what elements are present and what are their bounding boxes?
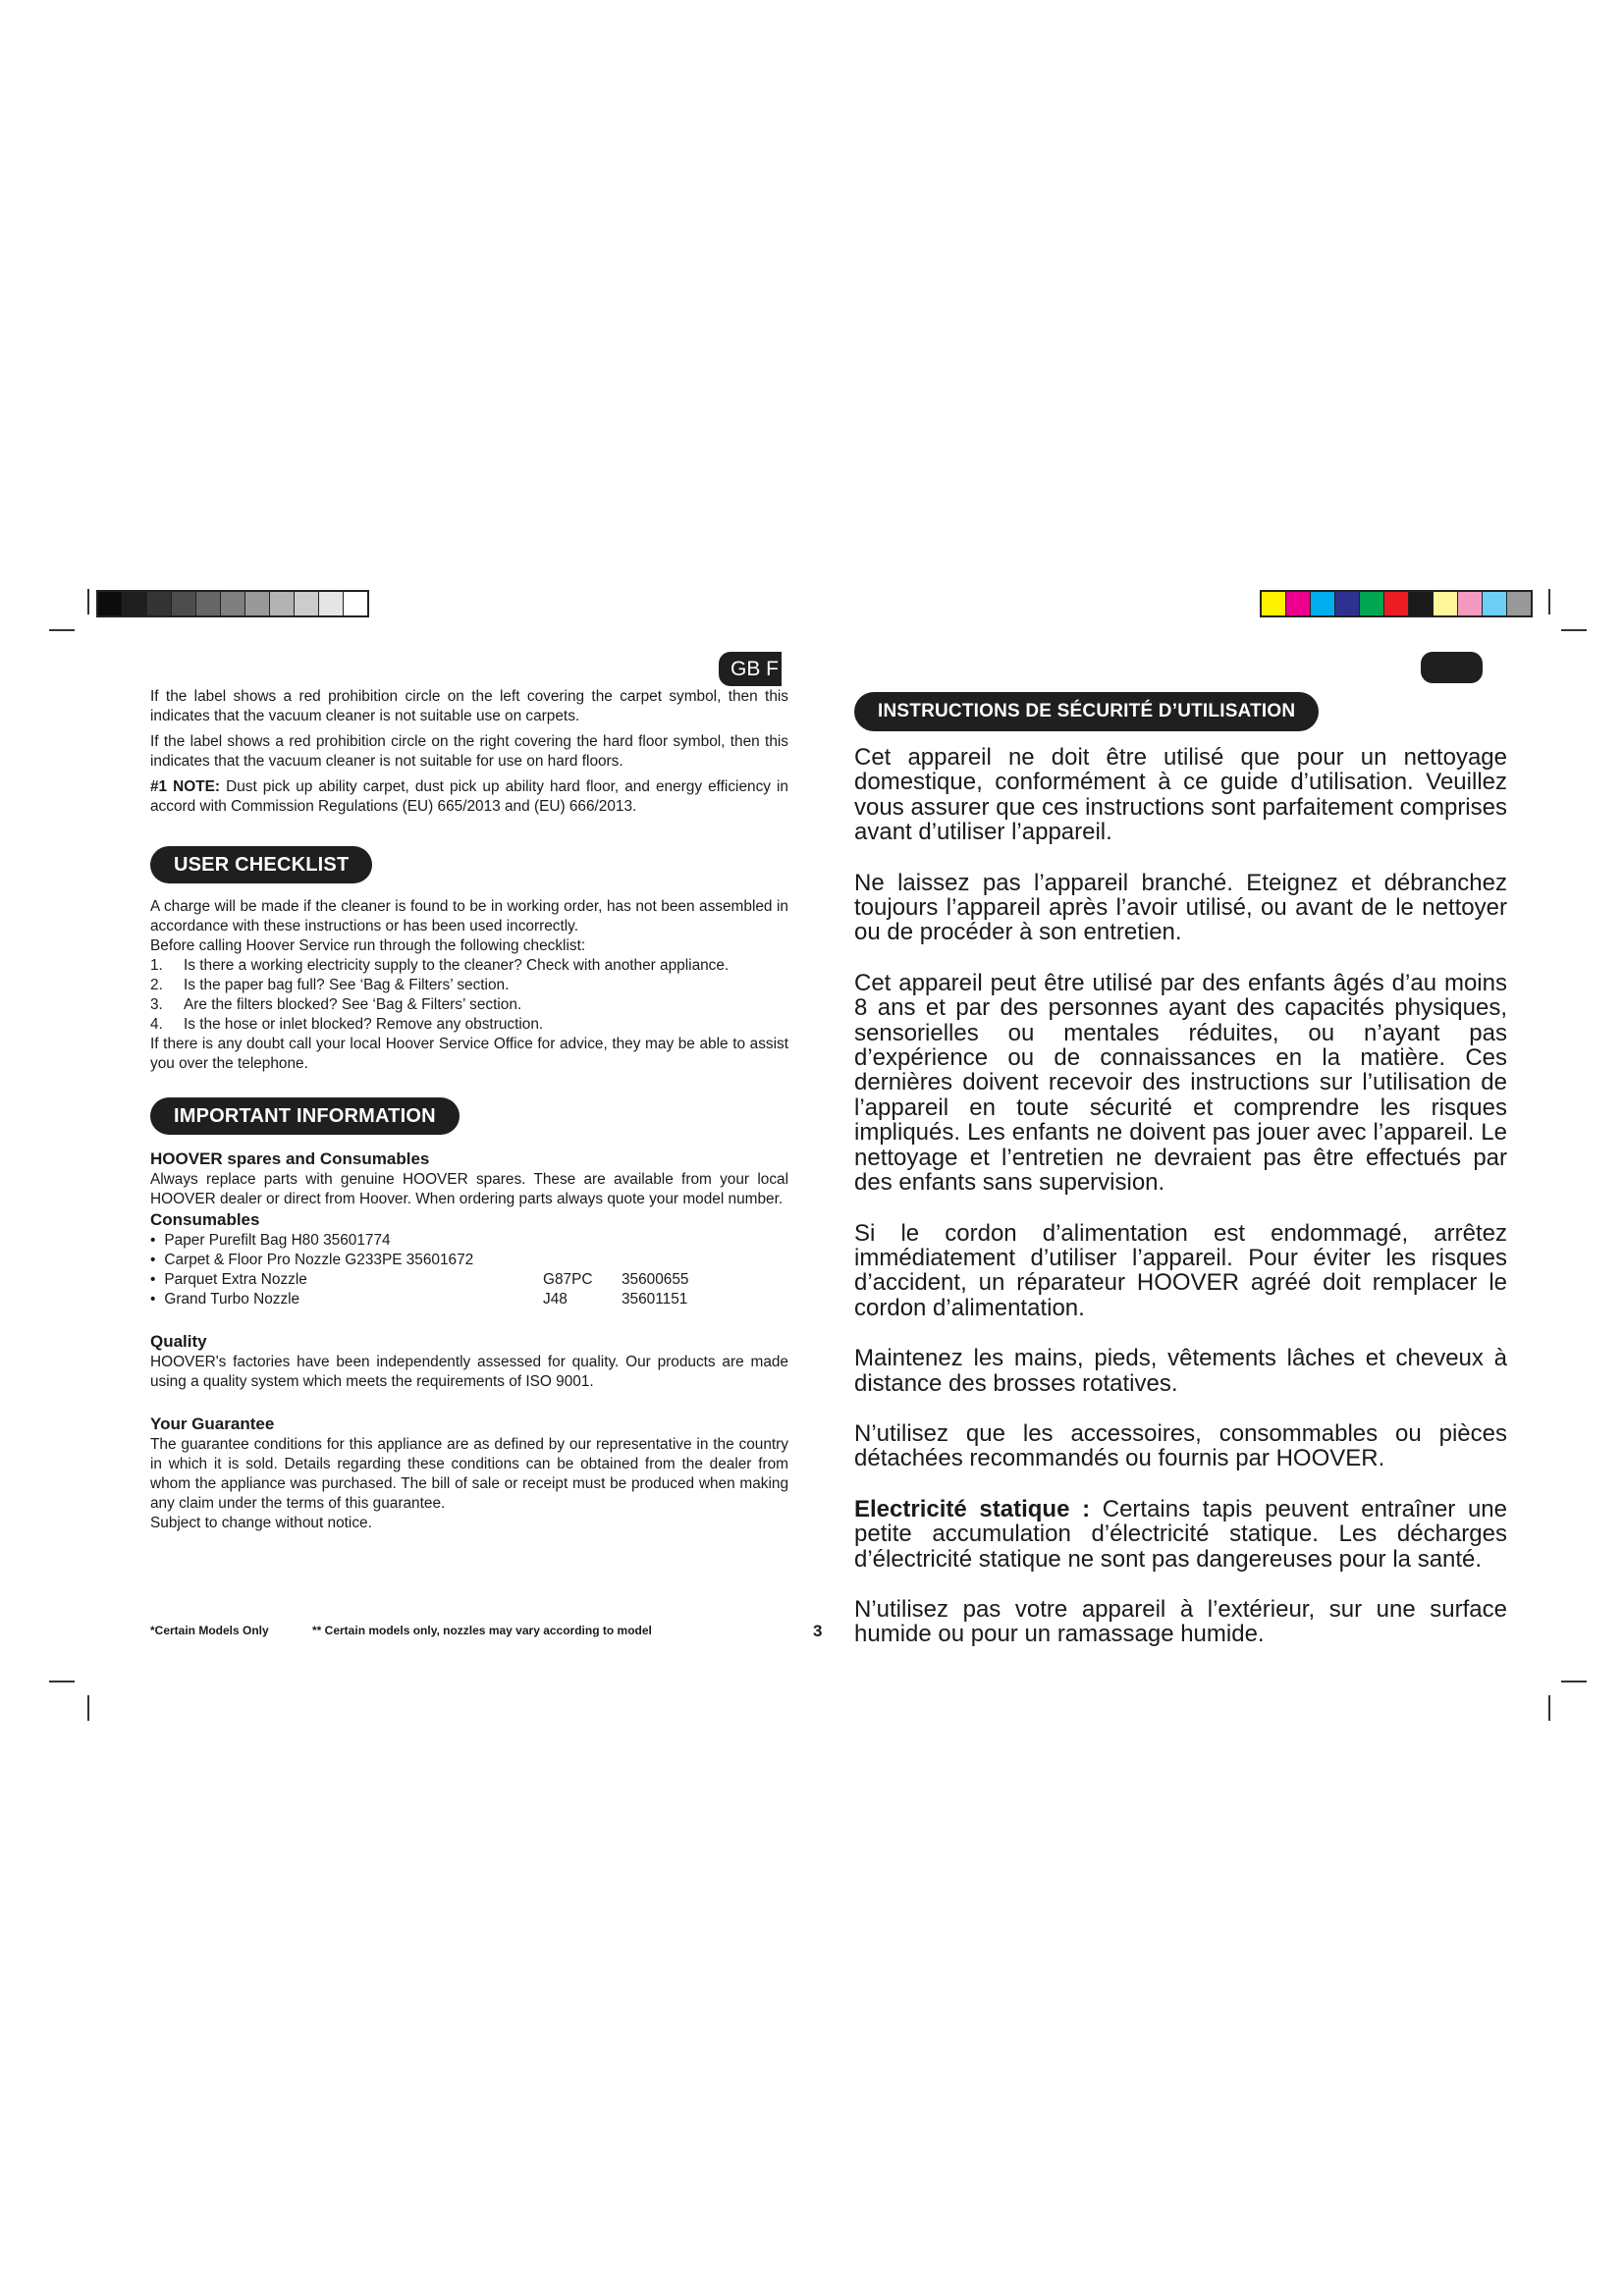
calibration-swatch [245, 592, 270, 615]
consumable-name: • Grand Turbo Nozzle [150, 1290, 543, 1309]
energy-note [150, 777, 788, 817]
list-item: 3. Are the filters blocked? See ‘Bag & Filters’ section. [150, 996, 522, 1013]
crop-mark [1561, 1681, 1587, 1682]
calibration-swatch [98, 592, 123, 615]
safety-instructions-heading: INSTRUCTIONS DE SÉCURITÉ D’UTILISATION [854, 692, 1319, 731]
guarantee-title: Your Guarantee [150, 1415, 275, 1433]
calibration-swatch [1434, 592, 1458, 615]
calibration-swatch [1458, 592, 1483, 615]
calibration-swatch [221, 592, 245, 615]
intro-paragraph-2: If the label shows a red prohibition circle on the right covering the hard floor symbol, then this indicates that the vacuum cleaner is not suitable for use on hard floors. [150, 733, 788, 770]
left-page [150, 687, 788, 1533]
intro-paragraph-1: If the label shows a red prohibition circle on the left covering the carpet symbol, then this indicates that the vacuum cleaner is not suitable use on carpets. [150, 688, 788, 724]
quality-title: Quality [150, 1332, 207, 1351]
language-tab-fr [1421, 652, 1483, 683]
consumable-name: • Parquet Extra Nozzle [150, 1270, 543, 1290]
safety-paragraph: Maintenez les mains, pieds, vêtements lâches et cheveux à distance des brosses rotatives. [854, 1345, 1507, 1397]
calibration-swatch [1360, 592, 1384, 615]
list-item: 4. Is the hose or inlet blocked? Remove any obstruction. [150, 1016, 544, 1033]
crop-mark [87, 1695, 89, 1721]
calibration-swatch [1409, 592, 1434, 615]
grayscale-calibration-bar [96, 590, 369, 617]
consumable-code: 35600655 [622, 1271, 689, 1288]
consumable-name: • Carpet & Floor Pro Nozzle G233PE 35601672 [150, 1251, 543, 1270]
checklist-outro: If there is any doubt call your local Hoover Service Office for advice, they may be able to assist you over the telephone. [150, 1036, 788, 1072]
consumable-model: J48 [543, 1291, 568, 1308]
consumable-code: 35601151 [622, 1291, 688, 1308]
crop-mark [49, 629, 75, 631]
calibration-swatch [1507, 592, 1531, 615]
guarantee-text: The guarantee conditions for this appliance are as defined by our representative in the country in which it is sold. Details regarding these conditions can be obtained from the dealer from whom the appliance was purchased. The bill of sale or receipt must be produced when making any claim under the terms of this guarantee. [150, 1436, 788, 1512]
calibration-swatch [147, 592, 172, 615]
calibration-swatch [1286, 592, 1311, 615]
language-tab-gb: GB F [719, 652, 782, 686]
checklist-intro-2: Before calling Hoover Service run through the following checklist: [150, 937, 586, 954]
color-calibration-bar [1260, 590, 1533, 617]
calibration-swatch [270, 592, 295, 615]
crop-mark [87, 589, 89, 614]
safety-paragraph: Si le cordon d’alimentation est endommagé, arrêtez immédiatement d’utiliser l’appareil. Pour éviter les risques d’accident, un réparateur HOOVER agréé doit remplacer le cordon d’alimentation. [854, 1219, 1507, 1321]
note-label: #1 NOTE: [150, 778, 221, 795]
static-electricity-paragraph [854, 1497, 1507, 1572]
important-information-heading: IMPORTANT INFORMATION [150, 1097, 460, 1135]
calibration-swatch [1311, 592, 1335, 615]
safety-paragraph: N’utilisez que les accessoires, consommables ou pièces détachées recommandés ou fournis par HOOVER. [854, 1419, 1507, 1472]
user-checklist-heading: USER CHECKLIST [150, 846, 372, 883]
calibration-swatch [1262, 592, 1286, 615]
list-item: 2. Is the paper bag full? See ‘Bag & Filters’ section. [150, 977, 510, 993]
static-label: Electricité statique : [854, 1495, 1091, 1522]
consumables-list [150, 1231, 788, 1309]
note-text: Dust pick up ability carpet, dust pick up ability hard floor, and energy efficiency in accord with Commission Regulations (EU) 665/2013 and (EU) 666/2013. [150, 778, 788, 815]
spares-title: HOOVER spares and Consumables [150, 1149, 430, 1168]
footnote-certain-models: *Certain Models Only [150, 1624, 269, 1637]
crop-mark [1561, 629, 1587, 631]
checklist [150, 956, 788, 1035]
calibration-swatch [295, 592, 319, 615]
calibration-swatch [319, 592, 344, 615]
safety-paragraph: Cet appareil ne doit être utilisé que pour un nettoyage domestique, conformément à ce guide d’utilisation. Veuillez vous assurer que ces instructions sont parfaitement comprises avant d’utiliser l’appareil. [854, 744, 1507, 846]
spares-text: Always replace parts with genuine HOOVER spares. These are available from your local HOOVER dealer or direct from Hoover. When ordering parts always quote your model number. [150, 1171, 788, 1207]
quality-text: HOOVER's factories have been independently assessed for quality. Our products are made using a quality system which meets the requirements of ISO 9001. [150, 1354, 788, 1390]
right-page [854, 692, 1507, 1647]
consumable-name: • Paper Purefilt Bag H80 35601774 [150, 1231, 543, 1251]
crop-mark [1548, 589, 1550, 614]
calibration-swatch [196, 592, 221, 615]
safety-paragraph: Ne laissez pas l’appareil branché. Eteignez et débranchez toujours l’appareil après l’avoir utilisé, ou avant de le nettoyer ou de procéder à son entretien. [854, 869, 1507, 946]
consumable-model: G87PC [543, 1271, 593, 1288]
calibration-swatch [344, 592, 367, 615]
calibration-swatch [1384, 592, 1409, 615]
subject-to-change: Subject to change without notice. [150, 1515, 372, 1531]
calibration-swatch [123, 592, 147, 615]
list-item: 1. Is there a working electricity supply to the cleaner? Check with another appliance. [150, 957, 730, 974]
page-number: 3 [813, 1622, 823, 1640]
calibration-swatch [1483, 592, 1507, 615]
outdoor-use-paragraph: N’utilisez pas votre appareil à l’extérieur, sur une surface humide ou pour un ramassage humide. [854, 1595, 1507, 1648]
footnote-nozzles: ** Certain models only, nozzles may vary according to model [312, 1624, 652, 1637]
checklist-intro: A charge will be made if the cleaner is found to be in working order, has not been assembled in accordance with these instructions or has been used incorrectly. [150, 898, 788, 934]
static-text: Certains tapis peuvent entraîner une petite accumulation d’électricité statique. Les décharges d’électricité statique ne sont pas dangereuses pour la santé. [854, 1495, 1507, 1573]
safety-paragraph: Cet appareil peut être utilisé par des enfants âgés d’au moins 8 ans et par des personnes ayant des capacités physiques, sensorielles ou mentales réduites, ou n’ayant pas d’expérience ou de connaissances en la matière. Ces dernières doivent recevoir des instructions sur l’utilisation de l’appareil en toute sécurité et comprendre les risques impliqués. Les enfants ne doivent pas jouer avec l’appareil. Le nettoyage et l’entretien ne devraient pas être effectués par des enfants sans supervision. [854, 969, 1507, 1197]
calibration-swatch [1335, 592, 1360, 615]
crop-mark [49, 1681, 75, 1682]
crop-mark [1548, 1695, 1550, 1721]
consumables-title: Consumables [150, 1210, 260, 1229]
calibration-swatch [172, 592, 196, 615]
